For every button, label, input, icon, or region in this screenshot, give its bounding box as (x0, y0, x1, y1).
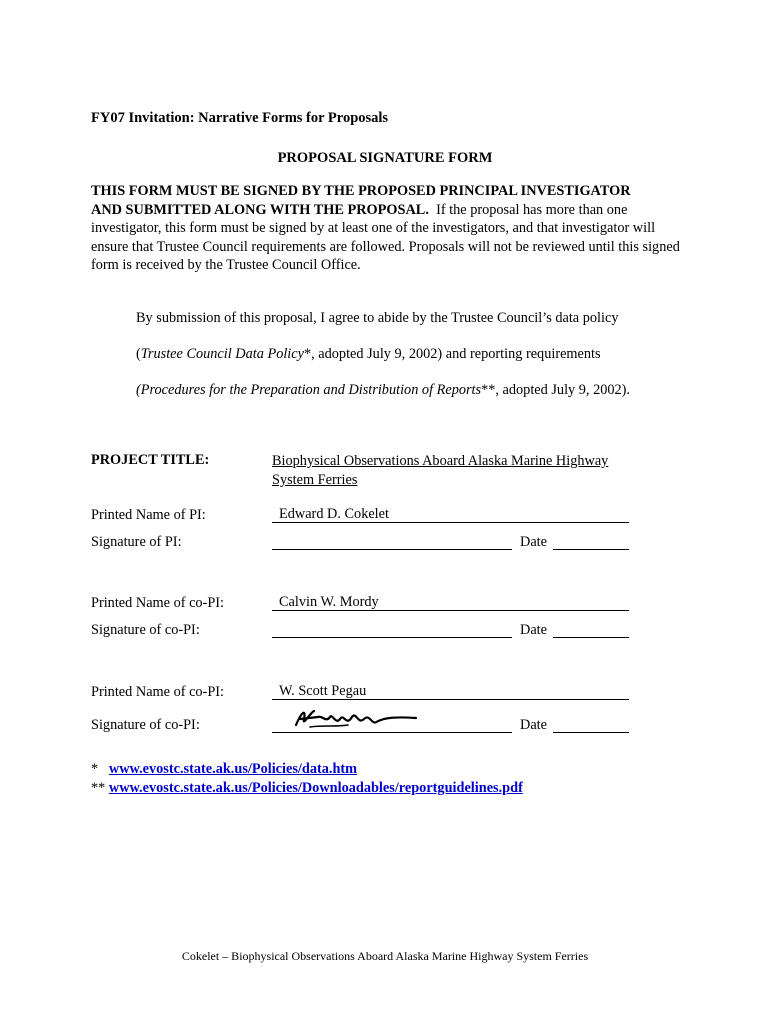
copi2-date-label: Date (520, 717, 547, 733)
intro-bold-line1: THIS FORM MUST BE SIGNED BY THE PROPOSED PRINCIPAL INVESTIGATOR (91, 183, 631, 199)
pi-name-value[interactable]: Edward D. Cokelet (279, 506, 389, 522)
copi1-date-label: Date (520, 622, 547, 638)
copi2-signature-label: Signature of co-PI: (91, 717, 200, 733)
project-title-line1: Biophysical Observations Aboard Alaska Marine Highway (272, 453, 609, 469)
copi1-name-label: Printed Name of co-PI: (91, 595, 225, 611)
footnote-link2-row (91, 780, 523, 797)
pi-signature-line[interactable] (272, 549, 512, 550)
intro-rest: If the proposal has more than one investigator, this form must be signed by at least one of the investigators, and that investigator will ensure that Trustee Council requirements are followed. Proposals will not be reviewed until this signed form is received by the Trustee Council Office. (91, 201, 680, 273)
footnote-star2: ** (91, 780, 106, 796)
copi1-name-value[interactable]: Calvin W. Mordy (279, 594, 379, 610)
intro-bold-line2: AND SUBMITTED ALONG WITH THE PROPOSAL. (91, 201, 429, 218)
page-footer: Cokelet – Biophysical Observations Aboard Alaska Marine Highway System Ferries (181, 949, 589, 963)
data-policy-title: Trustee Council Data Policy (140, 346, 304, 362)
copi1-signature-label: Signature of co-PI: (91, 622, 200, 638)
agreement-line3: (Procedures for the Preparation and Distribution of Reports**, adopted July 9, 2002). (136, 382, 631, 398)
agreement-line2: (Trustee Council Data Policy*, adopted July 9, 2002) and reporting requirements (136, 346, 601, 362)
pi-name-label: Printed Name of PI: (91, 507, 206, 523)
agreement-line3-rest: **, adopted July 9, 2002). (481, 382, 631, 398)
footnote-star1: * (91, 761, 99, 777)
pi-signature-label: Signature of PI: (91, 534, 182, 550)
intro-paragraph (91, 182, 691, 275)
document-header: FY07 Invitation: Narrative Forms for Proposals (91, 110, 389, 126)
agreement-line2-rest: *, adopted July 9, 2002) and reporting requirements (303, 346, 601, 362)
project-title-line2: System Ferries (272, 472, 358, 488)
data-policy-link[interactable]: www.evostc.state.ak.us/Policies/data.htm (108, 761, 358, 777)
project-title-label: PROJECT TITLE: (91, 452, 210, 468)
copi2-date-line[interactable] (553, 732, 629, 733)
report-guidelines-link[interactable]: www.evostc.state.ak.us/Policies/Downloadables/reportguidelines.pdf (108, 780, 523, 796)
project-title-value (272, 452, 608, 490)
footnote-link1-row (91, 761, 357, 778)
handwritten-signature-image (292, 705, 422, 733)
copi2-name-label: Printed Name of co-PI: (91, 684, 225, 700)
copi1-date-line[interactable] (553, 637, 629, 638)
agreement-line1: By submission of this proposal, I agree to abide by the Trustee Council’s data policy (136, 310, 619, 326)
reports-procedure-title: Procedures for the Preparation and Distribution of Reports (140, 382, 482, 398)
form-title: PROPOSAL SIGNATURE FORM (277, 150, 493, 166)
pi-date-line[interactable] (553, 549, 629, 550)
copi2-name-value[interactable]: W. Scott Pegau (279, 683, 367, 699)
pi-date-label: Date (520, 534, 547, 550)
copi1-signature-line[interactable] (272, 637, 512, 638)
